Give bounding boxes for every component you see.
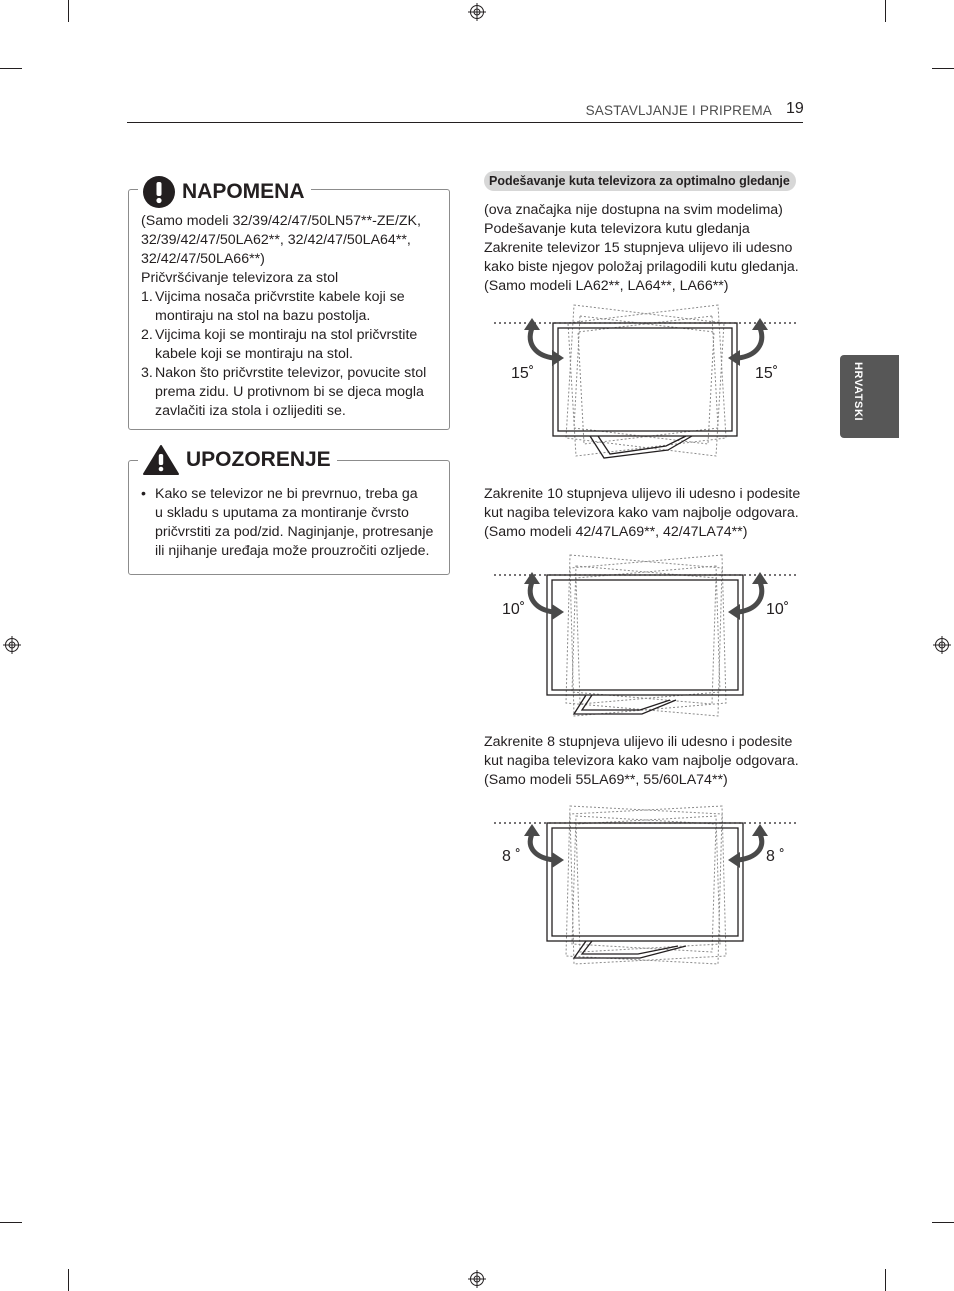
tv-front: [547, 823, 743, 958]
note-title: NAPOMENA: [182, 180, 305, 203]
note-item-line: zavlačiti iza stola i ozlijediti se.: [155, 403, 346, 419]
paragraph-line: Podešavanje kuta televizora kutu gledanja: [484, 221, 750, 237]
paragraph-line: kut nagiba televizora kako vam najbolje odgovara.: [484, 505, 799, 521]
note-item-line: Nakon što pričvrstite televizor, povucite stol: [155, 365, 427, 381]
angle-label-left: 15˚: [511, 365, 535, 382]
paragraph-line: Zakrenite 8 stupnjeva ulijevo ili udesno i podesite: [484, 734, 793, 750]
registration-mark-icon: [468, 1270, 486, 1288]
header-rule: [127, 122, 803, 123]
warning-heading: [138, 444, 337, 476]
registration-mark-icon: [933, 636, 951, 654]
paragraph-line: (Samo modeli LA62**, LA64**, LA66**): [484, 278, 729, 294]
note-heading: [138, 175, 311, 209]
tilted-tv-ghost: [566, 555, 726, 716]
paragraph-line: Zakrenite 10 stupnjeva ulijevo ili udesno i podesite: [484, 486, 801, 502]
crop-mark: [0, 68, 22, 69]
page-number: 19: [786, 100, 804, 117]
bullet: •: [141, 486, 146, 502]
paragraph-line: kut nagiba televizora kako vam najbolje odgovara.: [484, 753, 799, 769]
tilt-para-10: [484, 485, 814, 542]
rotate-left-arrow-icon: [524, 824, 564, 868]
angle-label-left: 8 ˚: [502, 848, 521, 865]
note-item-number: 1.: [141, 289, 153, 305]
tilt-intro: [484, 201, 814, 296]
crop-mark: [932, 1222, 954, 1223]
angle-label-left: 10˚: [502, 601, 526, 618]
tv-tilt-diagram-10: [490, 550, 802, 720]
note-item-line: prema zidu. U protivnom bi se djeca mogla: [155, 384, 424, 400]
tv-front: [547, 575, 743, 714]
paragraph-line: (Samo modeli 55LA69**, 55/60LA74**): [484, 772, 728, 788]
note-list-item: [141, 364, 441, 421]
note-body: [141, 212, 441, 421]
note-intro-line: 32/39/42/47/50LA62**, 32/42/47/50LA64**,: [141, 232, 411, 248]
registration-mark-icon: [3, 636, 21, 654]
warning-list-item: [141, 485, 441, 561]
note-intro-line: (Samo modeli 32/39/42/47/50LN57**-ZE/ZK,: [141, 213, 421, 229]
warning-body: [141, 485, 441, 561]
paragraph-line: kako biste njegov položaj prilagodili kutu gledanja.: [484, 259, 799, 275]
warning-triangle-icon: [142, 444, 180, 476]
crop-mark: [68, 1269, 69, 1291]
registration-mark-icon: [468, 3, 486, 21]
rotate-right-arrow-icon: [728, 572, 768, 620]
crop-mark: [932, 68, 954, 69]
warning-line: ili njihanje uređaja može prouzročiti ozljede.: [155, 543, 430, 559]
warning-line: pričvrstiti za pod/zid. Naginjanje, protresanje: [155, 524, 434, 540]
warning-title: UPOZORENJE: [186, 448, 331, 471]
section-heading-pill: Podešavanje kuta televizora za optimalno gledanje: [484, 171, 796, 191]
section-title: SASTAVLJANJE I PRIPREMA: [585, 103, 772, 118]
crop-mark: [0, 1222, 22, 1223]
note-item-line: Vijcima nosača pričvrstite kabele koji se: [155, 289, 405, 305]
crop-mark: [68, 0, 69, 22]
tv-front: [553, 323, 737, 458]
note-item-line: montiraju na stol na bazu postolja.: [155, 308, 371, 324]
tilt-para-8: [484, 733, 814, 790]
note-item-number: 2.: [141, 327, 153, 343]
angle-label-right: 8 ˚: [766, 848, 785, 865]
tilted-tv-ghost: [566, 806, 726, 964]
rotate-right-arrow-icon: [728, 824, 768, 868]
note-item-line: kabele koji se montiraju na stol.: [155, 346, 353, 362]
language-tab-label: HRVATSKI: [852, 362, 864, 422]
angle-label-right: 15˚: [755, 365, 779, 382]
angle-label-right: 10˚: [766, 601, 790, 618]
tv-tilt-diagram-8: [490, 798, 802, 968]
warning-line: Kako se televizor ne bi prevrnuo, treba ga: [155, 486, 418, 502]
crop-mark: [885, 1269, 886, 1291]
note-list-item: [141, 326, 441, 364]
paragraph-line: (Samo modeli 42/47LA69**, 42/47LA74**): [484, 524, 748, 540]
paragraph-line: (ova značajka nije dostupna na svim modelima): [484, 202, 783, 218]
exclamation-circle-icon: [142, 175, 176, 209]
note-list-item: [141, 288, 441, 326]
paragraph-line: Zakrenite televizor 15 stupnjeva ulijevo ili udesno: [484, 240, 793, 256]
note-item-line: Vijcima koji se montiraju na stol pričvrstite: [155, 327, 418, 343]
note-intro-line: 32/42/47/50LA66**): [141, 251, 265, 267]
crop-mark: [885, 0, 886, 22]
note-item-number: 3.: [141, 365, 153, 381]
warning-line: u skladu s uputama za montiranje čvrsto: [155, 505, 409, 521]
rotate-right-arrow-icon: [728, 318, 768, 366]
rotate-left-arrow-icon: [524, 572, 564, 620]
note-intro-line: Pričvršćivanje televizora za stol: [141, 270, 339, 286]
